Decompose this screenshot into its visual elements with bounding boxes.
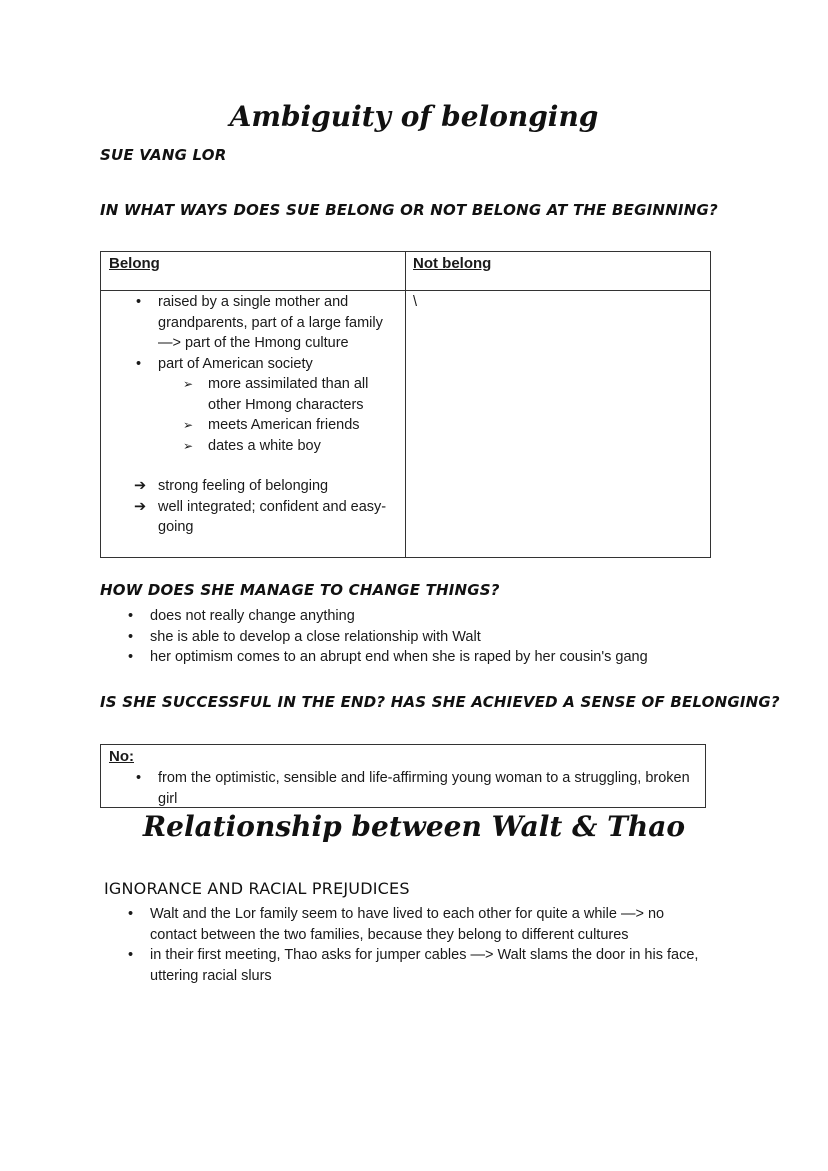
list-item-text: does not really change anything: [150, 608, 355, 624]
belong-item-text: part of American society: [158, 355, 313, 372]
list-item: [128, 647, 730, 668]
list-item: [128, 627, 730, 648]
belong-cell: [134, 292, 388, 538]
list-item: [136, 292, 388, 354]
arrow-right-icon: ➔: [134, 498, 147, 515]
page-title: Ambiguity of belonging: [229, 100, 599, 133]
not-belong-cell: \: [413, 294, 418, 310]
list-item: [128, 606, 730, 627]
sub-item-text: more assimilated than all other Hmong characters: [208, 376, 369, 413]
question-heading-belonging: IN WHAT WAYS DOES SUE BELONG OR NOT BELONG AT THE BEGINNING?: [100, 201, 718, 219]
answer-item-text: from the optimistic, sensible and life-affirming young woman to a struggling, broken girl: [158, 770, 690, 807]
list-item: [128, 945, 710, 986]
section-heading: IGNORANCE AND RACIAL PREJUDICES: [104, 879, 410, 898]
subject-heading: SUE VANG LOR: [100, 146, 227, 164]
answer-label: No:: [109, 748, 134, 765]
arrowhead-bullet-icon: ➢: [183, 438, 194, 453]
column-divider: [405, 252, 406, 557]
list-item: [136, 354, 388, 375]
arrowhead-bullet-icon: ➢: [183, 418, 194, 432]
question-heading-success: IS SHE SUCCESSFUL IN THE END? HAS SHE ACHIEVED A SENSE OF BELONGING?: [100, 693, 780, 711]
relationship-list: [128, 904, 710, 986]
change-list: [128, 606, 730, 668]
bullet-icon: •: [128, 947, 134, 963]
sub-list-item: [183, 415, 393, 436]
bullet-icon: •: [136, 355, 142, 372]
conclusion-text: well integrated; confident and easy-going: [158, 498, 387, 535]
conclusion-item: [134, 497, 388, 538]
sub-list-item: [183, 374, 393, 415]
belong-item-text: raised by a single mother and grandparents, part of a large family —> part of the Hmong culture: [158, 294, 383, 351]
conclusion-text: strong feeling of belonging: [158, 478, 329, 494]
answer-box: [100, 744, 706, 808]
sub-item-text: meets American friends: [208, 417, 360, 433]
sub-list-item: [183, 436, 393, 457]
section-title: Relationship between Walt & Thao: [142, 810, 686, 843]
conclusion-item: [134, 476, 388, 497]
arrow-right-icon: ➔: [134, 478, 147, 494]
bullet-icon: •: [128, 628, 134, 645]
bullet-icon: •: [128, 608, 134, 624]
bullet-icon: •: [128, 649, 134, 665]
arrowhead-bullet-icon: ➢: [183, 377, 194, 391]
belonging-table: [100, 251, 711, 558]
sublist: [158, 374, 393, 456]
list-item: [136, 768, 698, 809]
list-item-text: her optimism comes to an abrupt end when she is raped by her cousin's gang: [150, 649, 648, 665]
header-belong: Belong: [109, 255, 160, 272]
list-item-text: she is able to develop a close relationship with Walt: [150, 628, 481, 645]
sub-item-text: dates a white boy: [208, 437, 321, 454]
header-not-belong: Not belong: [413, 255, 492, 272]
list-item-text: Walt and the Lor family seem to have lived to each other for quite a while —> no contact between the two families, because they belong to different cultures: [150, 906, 665, 943]
bullet-icon: •: [128, 906, 134, 922]
bullet-icon: •: [136, 770, 142, 786]
list-item-text: in their first meeting, Thao asks for jumper cables —> Walt slams the door in his face, uttering racial slurs: [150, 947, 699, 984]
question-heading-change: HOW DOES SHE MANAGE TO CHANGE THINGS?: [100, 581, 500, 599]
list-item: [128, 904, 710, 945]
bullet-icon: •: [136, 294, 142, 310]
